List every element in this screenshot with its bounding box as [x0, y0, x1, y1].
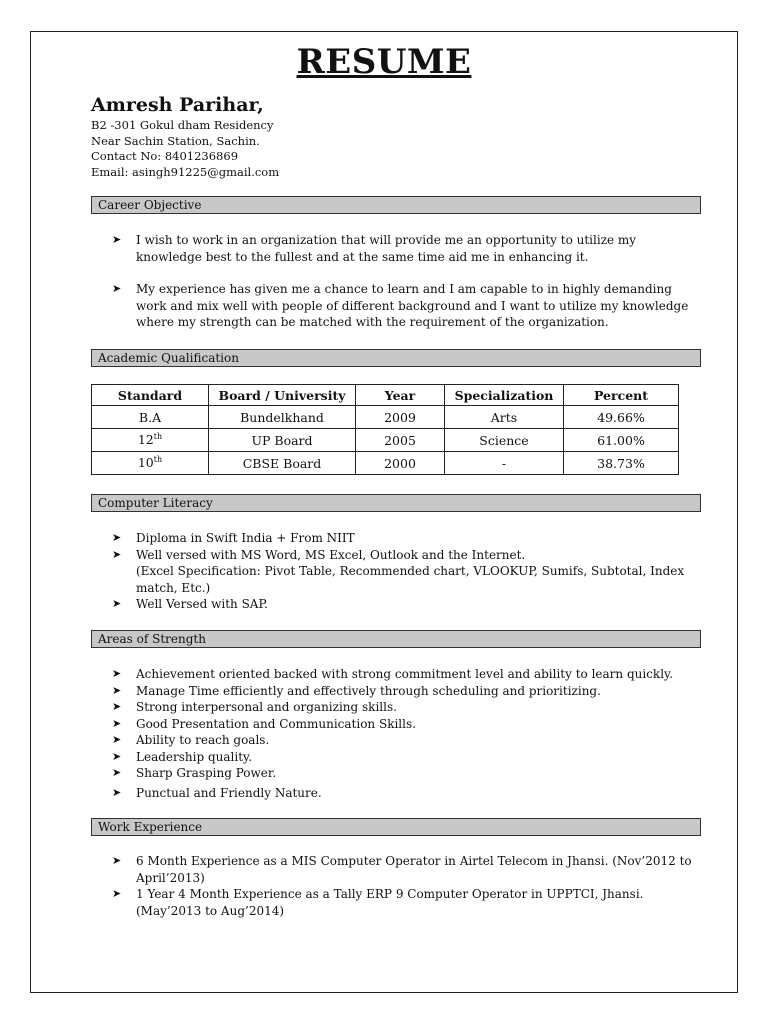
address-line-2: Near Sachin Station, Sachin. [91, 133, 260, 148]
table-cell-board: Bundelkhand [209, 406, 356, 429]
table-cell-board: UP Board [209, 429, 356, 452]
section-header-strengths: Areas of Strength [91, 630, 701, 648]
table-row [92, 429, 679, 452]
list-item: ➤ Well Versed with SAP. [112, 597, 268, 611]
list-item: ➤ I wish to work in an organization that will provide me an opportunity to utilize my knowledge best to the fullest and at the same time aid me in enhancing it. [112, 233, 637, 264]
table-cell-standard: 10th [92, 452, 209, 475]
candidate-name: Amresh Parihar, [91, 94, 264, 116]
list-item: ➤ Ability to reach goals. [112, 733, 270, 747]
list-item: ➤ Manage Time efficiently and effectively through scheduling and prioritizing. [112, 683, 601, 698]
arrow-bullet-icon: ➤ [112, 597, 122, 610]
academic-table [91, 384, 679, 475]
table-cell-specialization: Arts [445, 406, 564, 429]
table-cell-percent: 38.73% [564, 452, 679, 475]
arrow-bullet-icon: ➤ [112, 233, 122, 246]
table-cell-specialization: - [445, 452, 564, 475]
arrow-bullet-icon: ➤ [112, 766, 122, 779]
phone-number: Contact No: 8401236869 [91, 149, 239, 163]
column-header: Year [356, 385, 445, 406]
arrow-bullet-icon: ➤ [112, 749, 122, 763]
list-item: ➤ My experience has given me a chance to learn and I am capable to in highly demanding work and mix well with people of different background and I want to utilize my knowledge where my strength can be matched with the requirement of the organization. [112, 282, 689, 329]
section-header-academic: Academic Qualification [91, 349, 701, 367]
list-item: ➤ Achievement oriented backed with strong commitment level and ability to learn quickly. [112, 667, 674, 681]
list-item: ➤ Leadership quality. [112, 749, 253, 764]
computer-literacy-list [112, 530, 692, 613]
arrow-bullet-icon: ➤ [112, 282, 122, 295]
arrow-bullet-icon: ➤ [112, 700, 122, 713]
address-line-1: B2 -301 Gokul dham Residency [91, 118, 274, 132]
list-item: ➤ Punctual and Friendly Nature. [112, 785, 322, 800]
career-objective-list [112, 232, 692, 331]
section-header-career-objective: Career Objective [91, 196, 701, 214]
work-dates: (May’2013 to Aug’2014) [136, 903, 285, 918]
list-item: ➤ 6 Month Experience as a MIS Computer Operator in Airtel Telecom in Jhansi. (Nov’2012 to April’2013) [112, 854, 692, 885]
arrow-bullet-icon: ➤ [112, 887, 122, 900]
list-item: ➤ Strong interpersonal and organizing skills. [112, 700, 397, 714]
arrow-bullet-icon: ➤ [112, 716, 122, 730]
list-item: ➤ Sharp Grasping Power. [112, 766, 277, 780]
email-address: Email: asingh91225@gmail.com [91, 164, 280, 179]
arrow-bullet-icon: ➤ [112, 854, 122, 867]
table-row [92, 406, 679, 429]
table-cell-percent: 61.00% [564, 429, 679, 452]
column-header: Percent [564, 385, 679, 406]
table-row [92, 452, 679, 475]
table-cell-percent: 49.66% [564, 406, 679, 429]
column-header: Board / University [209, 385, 356, 406]
resume-title: RESUME [296, 42, 472, 82]
table-cell-standard: 12th [92, 429, 209, 452]
list-item: ➤ Good Presentation and Communication Skills. [112, 716, 416, 731]
column-header: Specialization [445, 385, 564, 406]
table-header-row [92, 385, 679, 406]
table-cell-board: CBSE Board [209, 452, 356, 475]
arrow-bullet-icon: ➤ [112, 683, 122, 697]
arrow-bullet-icon: ➤ [112, 785, 122, 799]
list-item: ➤ 1 Year 4 Month Experience as a Tally ERP 9 Computer Operator in UPPTCI, Jhansi. (May’2013 to Aug’2014) [112, 887, 644, 918]
arrow-bullet-icon: ➤ [112, 547, 122, 561]
list-item: ➤ Diploma in Swift India + From NIIT [112, 531, 355, 545]
table-cell-year: 2009 [356, 406, 445, 429]
work-experience-list [112, 853, 692, 919]
excel-specification-note: (Excel Specification: Pivot Table, Recommended chart, VLOOKUP, Sumifs, Subtotal, Index match, Etc.) [136, 564, 685, 595]
table-cell-year: 2000 [356, 452, 445, 475]
arrow-bullet-icon: ➤ [112, 667, 122, 680]
arrow-bullet-icon: ➤ [112, 733, 122, 746]
contact-block [91, 118, 279, 180]
arrow-bullet-icon: ➤ [112, 531, 122, 544]
list-item: ➤ Well versed with MS Word, MS Excel, Outlook and the Internet. (Excel Specification: Pivot Table, Recommended chart, VLOOKUP, Sumifs, Subtotal, Index match, Etc.) [112, 547, 685, 595]
table-cell-year: 2005 [356, 429, 445, 452]
table-cell-standard: B.A [92, 406, 209, 429]
section-header-computer-literacy: Computer Literacy [91, 494, 701, 512]
table-cell-specialization: Science [445, 429, 564, 452]
section-header-work-experience: Work Experience [91, 818, 701, 836]
strengths-list [112, 666, 692, 801]
column-header: Standard [92, 385, 209, 406]
